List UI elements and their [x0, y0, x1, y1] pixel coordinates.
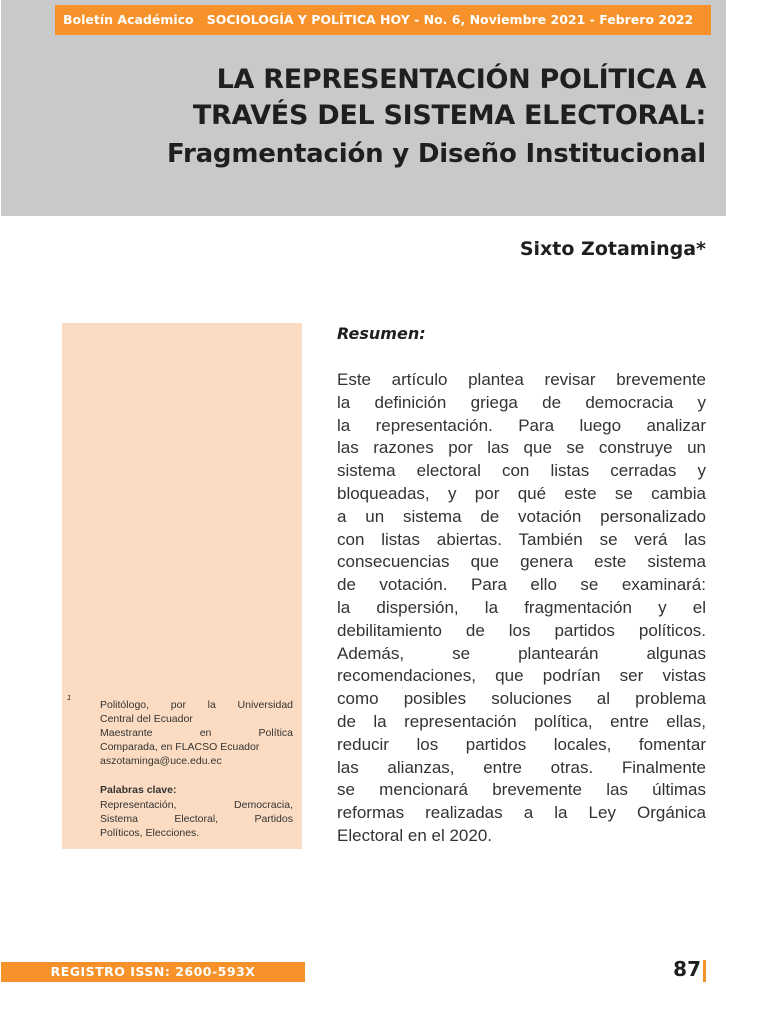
- footnote-marker: 1: [67, 694, 72, 702]
- journal-header-bar: [55, 5, 711, 35]
- abstract-line: la definición griega de democracia y: [337, 392, 706, 412]
- abstract-line: consecuencias que genera este sistema: [337, 552, 706, 572]
- issn-footer-bar: REGISTRO ISSN: 2600-593X: [1, 962, 305, 982]
- abstract-line: reformas realizadas a la Ley Orgánica: [337, 803, 706, 823]
- abstract-line: a un sistema de votación personalizado: [337, 506, 706, 526]
- abstract-line: las razones por las que se construye un: [337, 438, 706, 458]
- keywords-line: Sistema Electoral, Partidos: [100, 813, 293, 825]
- title-subtitle: Fragmentación y Diseño Institucional: [167, 139, 706, 169]
- abstract-line: bloqueadas, y por qué este se cambia: [337, 483, 706, 503]
- footnote-line: Maestrante en Política: [100, 727, 293, 739]
- abstract-line: sistema electoral con listas cerradas y: [337, 461, 706, 481]
- abstract-line: la representación. Para luego analizar: [337, 415, 706, 435]
- abstract-line: Electoral en el 2020.: [337, 825, 492, 845]
- title-line-2: TRAVÉS DEL SISTEMA ELECTORAL:: [192, 100, 706, 131]
- abstract-line: reducir los partidos locales, fomentar: [337, 734, 706, 754]
- abstract-line: Además, se plantearán algunas: [337, 643, 706, 663]
- abstract-body: [337, 369, 706, 848]
- abstract-line: se mencionará brevemente las últimas: [337, 780, 706, 800]
- footnote-line: Comparada, en FLACSO Ecuador: [100, 741, 260, 753]
- abstract-line: debilitamiento de los partidos políticos.: [337, 620, 706, 640]
- article-title: [86, 62, 706, 174]
- author-footnote: [100, 698, 293, 768]
- keywords-list: [100, 798, 293, 840]
- sidebar-panel: [62, 323, 302, 849]
- journal-name: Boletín Académico: [63, 12, 194, 27]
- footnote-line: Central del Ecuador: [100, 713, 193, 725]
- abstract-line: recomendaciones, que podrían ser vistas: [337, 666, 706, 686]
- abstract-line: de la representación política, entre ellas,: [337, 711, 706, 731]
- keywords-line: Políticos, Elecciones.: [100, 827, 200, 839]
- author-email: aszotaminga@uce.edu.ec: [100, 755, 222, 767]
- page-number: 87: [673, 957, 701, 981]
- abstract-line: las alianzas, entre otras. Finalmente: [337, 757, 706, 777]
- footnote-line: Politólogo, por la Universidad: [100, 699, 293, 711]
- author-name: Sixto Zotaminga*: [519, 238, 706, 260]
- abstract-line: como posibles soluciones al problema: [337, 689, 706, 709]
- keywords-line: Representación, Democracia,: [100, 799, 293, 811]
- abstract-line: la dispersión, la fragmentación y el: [337, 597, 706, 617]
- keywords-title: Palabras clave:: [100, 784, 177, 796]
- journal-issue: SOCIOLOGÍA Y POLÍTICA HOY - No. 6, Noviembre 2021 - Febrero 2022: [206, 12, 694, 27]
- abstract-line: con listas abiertas. También se verá las: [337, 529, 706, 549]
- abstract-line: de votación. Para ello se examinará:: [337, 575, 706, 595]
- abstract-line: Este artículo plantea revisar brevemente: [337, 370, 706, 389]
- abstract-title: Resumen:: [337, 324, 426, 343]
- title-line-1: LA REPRESENTACIÓN POLÍTICA A: [216, 64, 706, 95]
- page-number-accent: [703, 960, 706, 982]
